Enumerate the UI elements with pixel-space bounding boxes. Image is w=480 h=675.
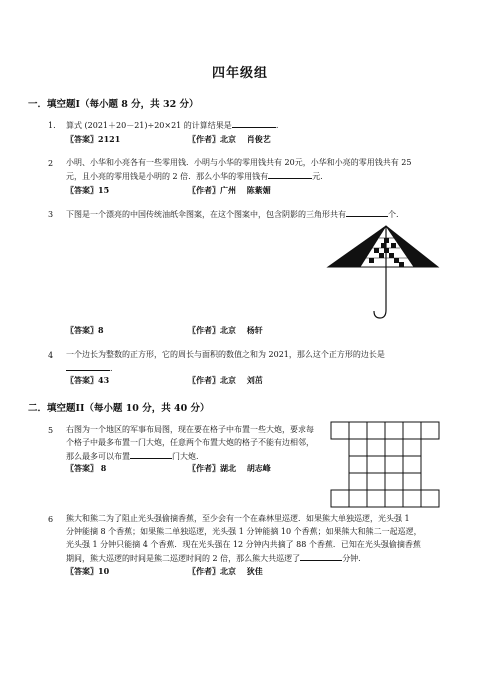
question-text: [66, 449, 199, 463]
question-text: [66, 551, 361, 565]
question-number: 6: [48, 515, 54, 524]
question-line: 下图是一个漂亮的中国传统油纸伞图案，在这个图案中，包含阴影的三角形共有: [66, 210, 346, 219]
section-heading-2: 二．填空题II（每小题 10 分，共 40 分）: [28, 403, 210, 414]
question-text: 熊大和熊二为了阻止光头强偷摘香蕉，至少会有一个在森林里巡逻．如果熊大单独巡逻，光头强 1: [66, 514, 410, 523]
question-line: .: [110, 364, 113, 373]
question-text: 光头强 1 分钟只能摘 4 个香蕉．现在光头强在 12 分钟内共摘了 88 个香蕉．已知在光头强偷摘香蕉: [66, 540, 421, 549]
answer-blank: [346, 207, 388, 217]
question-text: 分钟能摘 8 个香蕉；如果熊二单独巡逻，光头强 1 分钟能摘 10 个香蕉；如果熊大和熊二一起巡逻，: [66, 527, 422, 536]
question-text: [66, 361, 113, 375]
question-text: [66, 118, 278, 132]
question-number: 2: [48, 159, 54, 168]
author: 〖作者〗广州 陈紫媚: [188, 185, 271, 195]
author: 〖作者〗北京 刘茁: [188, 375, 263, 385]
question-text: [66, 207, 399, 221]
question-line: 个.: [388, 210, 399, 219]
author: 〖作者〗北京 狄佳: [188, 566, 263, 576]
question-number: 5: [48, 426, 54, 435]
question-line: 算式 (2021＋20－21)÷20×21 的计算结果是: [66, 121, 232, 130]
answer: 〖答案〗10: [66, 566, 110, 576]
question-text: [66, 169, 323, 183]
question-text: 一个边长为整数的正方形，它的周长与面积的数值之和为 2021，那么这个正方形的边长是: [66, 350, 385, 359]
answer: 〖答案〗8: [66, 325, 104, 335]
answer-blank: [232, 118, 276, 128]
answer: 〖答案〗15: [66, 185, 110, 195]
answer: 〖答案〗2121: [66, 134, 121, 144]
grid-map-figure: [328, 420, 442, 508]
page-title: 四年级组: [211, 66, 268, 81]
question-line: 元，且小亮的零用钱是小明的 2 倍．那么小华的零用钱有: [66, 172, 269, 181]
question-line: 期间，熊大巡逻的时间是熊二巡逻时间的 2 倍，那么熊大共巡逻了: [66, 554, 301, 563]
answer-blank: [268, 169, 312, 179]
question-line: 元.: [312, 172, 323, 181]
answer-blank: [300, 551, 342, 561]
question-number: 1.: [48, 121, 56, 130]
question-line: 分钟.: [342, 554, 361, 563]
answer-blank: [130, 449, 172, 459]
question-line: .: [275, 121, 279, 130]
answer-blank: [66, 361, 110, 371]
umbrella-handle: [374, 310, 386, 318]
answer: 〖答案〗 8: [66, 463, 107, 473]
question-text: 小明、小华和小亮各有一些零用钱．小明与小华的零用钱共有 20元，小华和小亮的零用钱共有 25: [66, 158, 412, 167]
umbrella-figure: [324, 222, 444, 322]
question-number: 4: [48, 351, 54, 360]
question-line: 那么最多可以布置: [66, 452, 130, 461]
question-number: 3: [48, 210, 54, 219]
question-text: 右图为一个地区的军事布局图，现在要在格子中布置一些大炮，要求每: [66, 425, 314, 434]
author: 〖作者〗湖北 胡志峰: [188, 463, 271, 473]
answer: 〖答案〗43: [66, 375, 110, 385]
question-text: 个格子中最多布置一门大炮，任意两个布置大炮的格子不能有边相邻，: [66, 438, 314, 447]
author: 〖作者〗北京 肖俊艺: [188, 134, 271, 144]
section-heading-1: 一．填空题I（每小题 8 分，共 32 分）: [28, 99, 199, 110]
author: 〖作者〗北京 杨轩: [188, 325, 263, 335]
question-line: 门大炮.: [172, 452, 199, 461]
